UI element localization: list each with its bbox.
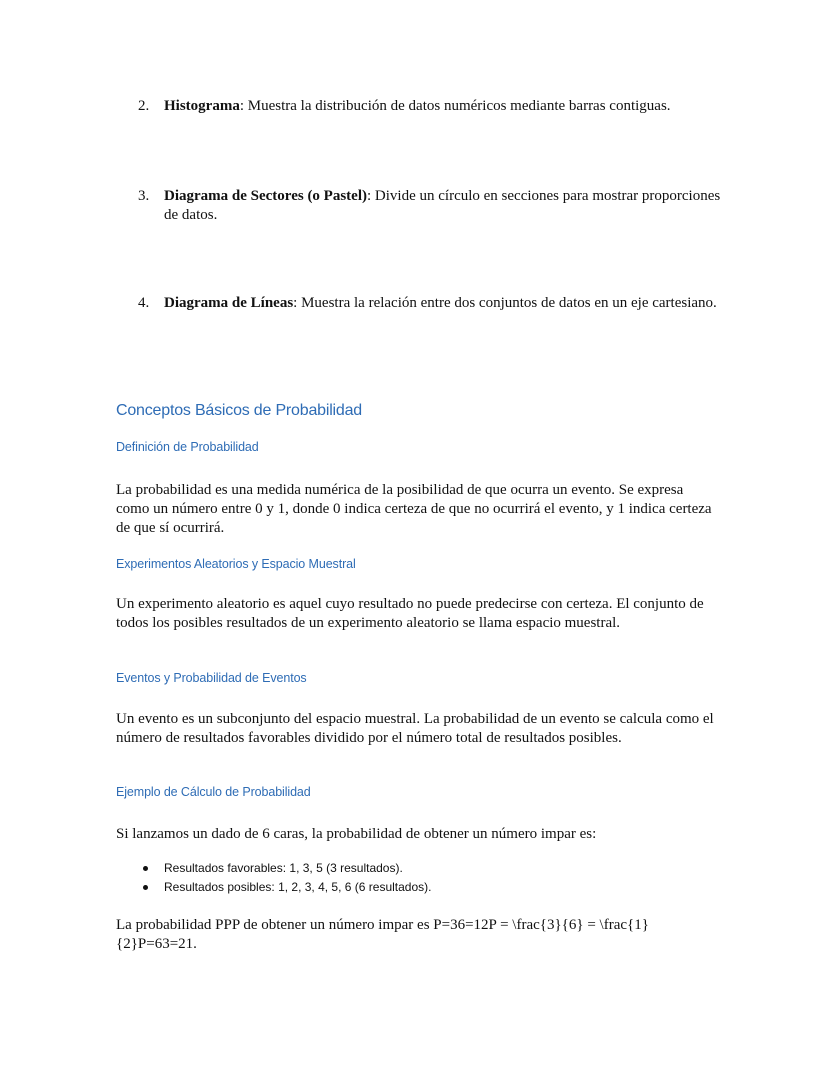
list-term: Diagrama de Sectores (o Pastel)	[164, 188, 367, 204]
list-term: Histograma	[164, 98, 240, 114]
list-number: 2.	[138, 98, 150, 114]
bullet-text: Resultados posibles: 1, 2, 3, 4, 5, 6 (6 resultados).	[164, 880, 432, 894]
bullet-dot-icon	[143, 866, 148, 871]
subsection-heading: Eventos y Probabilidad de Eventos	[116, 671, 307, 685]
list-term: Diagrama de Líneas	[164, 295, 294, 311]
list-item	[138, 187, 738, 225]
list-item	[138, 97, 738, 116]
list-number: 3.	[138, 188, 150, 204]
paragraph: Un experimento aleatorio es aquel cuyo resultado no puede predecirse con certeza. El conjunto de todos los posibles resultados de un experimento aleatorio se llama espacio muestral.	[116, 596, 704, 631]
list-item	[140, 859, 700, 878]
bullet-dot-icon	[143, 885, 148, 890]
paragraph: La probabilidad es una medida numérica de la posibilidad de que ocurra un evento. Se expresa como un número entre 0 y 1, donde 0 indica certeza de que no ocurrirá el evento, y 1 indica certeza de que sí ocurrirá.	[116, 482, 712, 536]
subsection-heading: Ejemplo de Cálculo de Probabilidad	[116, 785, 311, 799]
bullet-text: Resultados favorables: 1, 3, 5 (3 resultados).	[164, 861, 403, 875]
conclusion-paragraph: La probabilidad PPP de obtener un número impar es P=36=12P = \frac{3}{6} = \frac{1}{2}P=63=21.	[116, 917, 649, 952]
bullet-list	[140, 859, 700, 897]
list-text: : Muestra la distribución de datos numéricos mediante barras contiguas.	[239, 98, 671, 114]
list-text: : Divide un círculo en secciones para mostrar proporciones de datos.	[164, 188, 721, 223]
paragraph: Si lanzamos un dado de 6 caras, la probabilidad de obtener un número impar es:	[116, 826, 597, 842]
list-number: 4.	[138, 295, 150, 311]
subsection-heading: Definición de Probabilidad	[116, 440, 259, 454]
section-heading: Conceptos Básicos de Probabilidad	[116, 402, 363, 419]
subsection-heading: Experimentos Aleatorios y Espacio Muestral	[116, 557, 356, 571]
list-text: : Muestra la relación entre dos conjuntos de datos en un eje cartesiano.	[293, 295, 717, 311]
list-item	[140, 878, 700, 897]
paragraph: Un evento es un subconjunto del espacio muestral. La probabilidad de un evento se calcula como el número de resultados favorables dividido por el número total de resultados posibles.	[116, 711, 714, 746]
list-item	[138, 294, 738, 313]
